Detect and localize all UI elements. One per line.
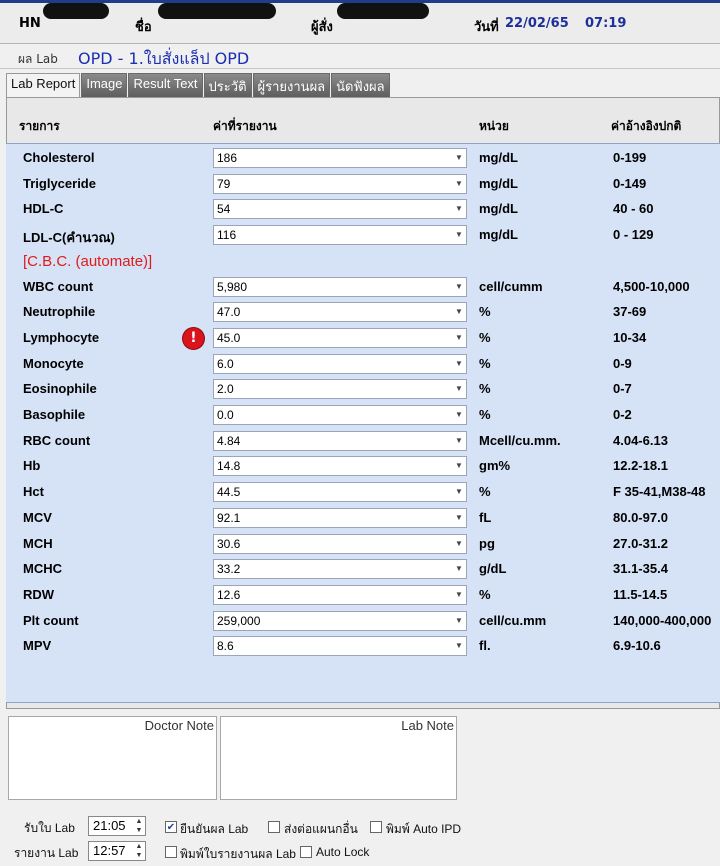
- auto-lock-checkbox[interactable]: [300, 846, 312, 858]
- result-value-field[interactable]: [213, 148, 467, 168]
- tab-history[interactable]: ประวัติ: [204, 73, 252, 97]
- dropdown-arrow-icon[interactable]: ▼: [455, 436, 463, 445]
- tab-image[interactable]: Image: [81, 73, 127, 97]
- lab-label: ผล Lab: [18, 52, 58, 66]
- test-name: Neutrophile: [23, 304, 96, 319]
- reference-range: 0-7: [613, 381, 632, 396]
- tab-appointment[interactable]: นัดฟังผล: [331, 73, 389, 97]
- auto-lock-label: Auto Lock: [316, 845, 370, 859]
- send-other-dept-checkbox[interactable]: [268, 821, 280, 833]
- reference-range: 0-149: [613, 176, 647, 191]
- receive-time-value: 21:05: [93, 818, 126, 833]
- result-unit: %: [479, 381, 491, 396]
- test-name: Cholesterol: [23, 150, 95, 165]
- reference-range: 10-34: [613, 330, 647, 345]
- dropdown-arrow-icon[interactable]: ▼: [455, 384, 463, 393]
- dropdown-arrow-icon[interactable]: ▼: [455, 487, 463, 496]
- confirm-lab-checkbox[interactable]: ✔: [166, 822, 176, 833]
- tab-bar: [6, 73, 391, 97]
- test-name: Triglyceride: [23, 176, 96, 191]
- reference-range: 0-9: [613, 356, 632, 371]
- date-value: 22/02/65: [505, 16, 569, 31]
- dropdown-arrow-icon[interactable]: ▼: [455, 282, 463, 291]
- result-unit: mg/dL: [479, 201, 518, 216]
- result-value: 14.8: [217, 459, 241, 473]
- column-header-value: ค่าที่รายงาน: [213, 119, 277, 133]
- result-value-field[interactable]: [213, 611, 467, 631]
- result-unit: Mcell/cu.mm.: [479, 433, 561, 448]
- result-unit: %: [479, 484, 491, 499]
- doctor-note-title: Doctor Note: [144, 718, 214, 733]
- print-report-checkbox[interactable]: [165, 846, 177, 858]
- result-value: 44.5: [217, 485, 241, 499]
- result-value: 2.0: [217, 382, 234, 396]
- result-value-field[interactable]: [213, 174, 467, 194]
- result-value-field[interactable]: [213, 559, 467, 579]
- print-auto-ipd-label: พิมพ์ Auto IPD: [386, 822, 462, 836]
- test-name: LDL-C(คำนวณ): [23, 230, 115, 245]
- result-value: 6.0: [217, 357, 234, 371]
- result-value-field[interactable]: [213, 379, 467, 399]
- test-name: MCHC: [23, 561, 62, 576]
- confirm-lab-label: ยืนยันผล Lab: [180, 822, 249, 836]
- lab-note[interactable]: [220, 716, 457, 800]
- test-name: Monocyte: [23, 356, 84, 371]
- doctor-note[interactable]: [8, 716, 217, 800]
- dropdown-arrow-icon[interactable]: ▼: [455, 513, 463, 522]
- tab-result-text[interactable]: Result Text: [128, 73, 202, 97]
- dropdown-arrow-icon[interactable]: ▼: [455, 204, 463, 213]
- abnormal-alert-icon: !: [183, 328, 204, 349]
- dropdown-arrow-icon[interactable]: ▼: [455, 641, 463, 650]
- result-unit: %: [479, 407, 491, 422]
- ordered-by-label: ผู้สั่ง: [311, 20, 333, 35]
- result-unit: %: [479, 330, 491, 345]
- result-value: 116: [217, 228, 237, 242]
- reference-range: 0-199: [613, 150, 647, 165]
- receive-time-spinner-icon[interactable]: ▲ ▼: [135, 818, 143, 834]
- result-unit: cell/cu.mm: [479, 613, 547, 628]
- reference-range: 0-2: [613, 407, 632, 422]
- report-lab-label: รายงาน Lab: [14, 846, 79, 860]
- result-value: 0.0: [217, 408, 234, 422]
- test-name: HDL-C: [23, 201, 64, 216]
- result-value: 4.84: [217, 434, 241, 448]
- result-value-field[interactable]: [213, 277, 467, 297]
- reference-range: 4.04-6.13: [613, 433, 668, 448]
- result-value: 33.2: [217, 562, 241, 576]
- dropdown-arrow-icon[interactable]: ▼: [455, 564, 463, 573]
- column-header-reference: ค่าอ้างอิงปกติ: [611, 119, 682, 133]
- result-unit: fL: [479, 510, 492, 525]
- report-time-spinner-icon[interactable]: ▲ ▼: [135, 843, 143, 859]
- result-unit: g/dL: [479, 561, 507, 576]
- print-report-label: พิมพ์ใบรายงานผล Lab: [180, 847, 296, 861]
- result-value-field[interactable]: [213, 534, 467, 554]
- report-time-input[interactable]: [88, 841, 146, 861]
- result-value: 47.0: [217, 305, 241, 319]
- reference-range: 37-69: [613, 304, 647, 319]
- result-value-field[interactable]: [213, 456, 467, 476]
- result-value-field[interactable]: [213, 199, 467, 219]
- name-redacted: [158, 3, 276, 19]
- divider: [0, 68, 720, 69]
- result-value: 186: [217, 151, 238, 165]
- result-value-field[interactable]: [213, 405, 467, 425]
- result-value-field[interactable]: [213, 482, 467, 502]
- test-name: Hct: [23, 484, 44, 499]
- result-unit: %: [479, 587, 491, 602]
- result-value: 12.6: [217, 588, 241, 602]
- receive-time-input[interactable]: [88, 816, 146, 836]
- test-name: RDW: [23, 587, 55, 602]
- reference-range: 6.9-10.6: [613, 638, 661, 653]
- reference-range: 31.1-35.4: [613, 561, 668, 576]
- result-value: 79: [217, 177, 231, 191]
- receive-lab-label: รับใบ Lab: [24, 821, 75, 835]
- result-value: 54: [217, 202, 231, 216]
- test-name: Basophile: [23, 407, 86, 422]
- test-name: WBC count: [23, 279, 94, 294]
- dropdown-arrow-icon[interactable]: ▼: [455, 333, 463, 342]
- reference-range: 11.5-14.5: [613, 587, 668, 602]
- result-value-field[interactable]: [213, 431, 467, 451]
- result-value-field[interactable]: [213, 328, 467, 348]
- lab-note-title: Lab Note: [401, 718, 454, 733]
- reference-range: F 35-41,M38-48: [613, 484, 706, 499]
- result-unit: mg/dL: [479, 176, 518, 191]
- hn-redacted: [43, 3, 109, 19]
- result-value: 5,980: [217, 280, 248, 294]
- name-label: ชื่อ: [135, 20, 152, 35]
- time-value: 07:19: [585, 16, 627, 31]
- reference-range: 0 - 129: [613, 227, 654, 242]
- dropdown-arrow-icon[interactable]: ▼: [455, 230, 463, 239]
- dropdown-arrow-icon[interactable]: ▼: [455, 307, 463, 316]
- dropdown-arrow-icon[interactable]: ▼: [455, 539, 463, 548]
- dropdown-arrow-icon[interactable]: ▼: [455, 153, 463, 162]
- tab-lab-report[interactable]: Lab Report: [6, 73, 80, 98]
- tab-reporter[interactable]: ผู้รายงานผล: [253, 73, 331, 97]
- date-label: วันที่: [474, 20, 499, 35]
- result-value-field[interactable]: [213, 354, 467, 374]
- result-unit: mg/dL: [479, 150, 518, 165]
- hn-label: HN: [19, 16, 41, 31]
- reference-range: 4,500-10,000: [613, 279, 690, 294]
- test-name: Hb: [23, 458, 41, 473]
- result-value-field[interactable]: [213, 508, 467, 528]
- send-other-dept-label: ส่งต่อแผนกอื่น: [284, 822, 358, 836]
- result-unit: cell/cumm: [479, 279, 543, 294]
- reference-range: 140,000-400,000: [613, 613, 712, 628]
- dropdown-arrow-icon[interactable]: ▼: [455, 590, 463, 599]
- reference-range: 27.0-31.2: [613, 536, 668, 551]
- result-value-field[interactable]: [213, 225, 467, 245]
- patient-header: [0, 0, 720, 44]
- result-value: 45.0: [217, 331, 241, 345]
- test-name: MPV: [23, 638, 52, 653]
- result-value: 8.6: [217, 639, 234, 653]
- result-unit: mg/dL: [479, 227, 518, 242]
- test-name: Plt count: [23, 613, 79, 628]
- result-value-field[interactable]: [213, 302, 467, 322]
- reference-range: 80.0-97.0: [613, 510, 668, 525]
- reference-range: 12.2-18.1: [613, 458, 668, 473]
- dropdown-arrow-icon[interactable]: ▼: [455, 461, 463, 470]
- result-unit: gm%: [479, 458, 511, 473]
- result-value: 92.1: [217, 511, 241, 525]
- test-name: MCH: [23, 536, 53, 551]
- test-name: MCV: [23, 510, 52, 525]
- test-name: RBC count: [23, 433, 91, 448]
- result-unit: %: [479, 304, 491, 319]
- report-time-value: 12:57: [93, 843, 126, 858]
- column-header-item: รายการ: [19, 119, 60, 133]
- result-unit: fl.: [479, 638, 491, 653]
- dropdown-arrow-icon[interactable]: ▼: [455, 410, 463, 419]
- reference-range: 40 - 60: [613, 201, 654, 216]
- ordered-by-redacted: [337, 3, 429, 19]
- lab-order-title: OPD - 1.ใบสั่งแล็ป OPD: [78, 49, 250, 68]
- result-value-field[interactable]: [213, 636, 467, 656]
- result-unit: pg: [479, 536, 495, 551]
- test-name: Lymphocyte: [23, 330, 100, 345]
- result-value: 30.6: [217, 537, 241, 551]
- section-header: [C.B.C. (automate)]: [23, 253, 153, 270]
- print-auto-ipd-checkbox[interactable]: [370, 821, 382, 833]
- test-name: Eosinophile: [23, 381, 97, 396]
- dropdown-arrow-icon[interactable]: ▼: [455, 179, 463, 188]
- result-unit: %: [479, 356, 491, 371]
- dropdown-arrow-icon[interactable]: ▼: [455, 359, 463, 368]
- column-header-unit: หน่วย: [479, 119, 509, 133]
- result-value-field[interactable]: [213, 585, 467, 605]
- result-value: 259,000: [217, 614, 261, 628]
- lab-title-row: [0, 44, 720, 70]
- dropdown-arrow-icon[interactable]: ▼: [455, 616, 463, 625]
